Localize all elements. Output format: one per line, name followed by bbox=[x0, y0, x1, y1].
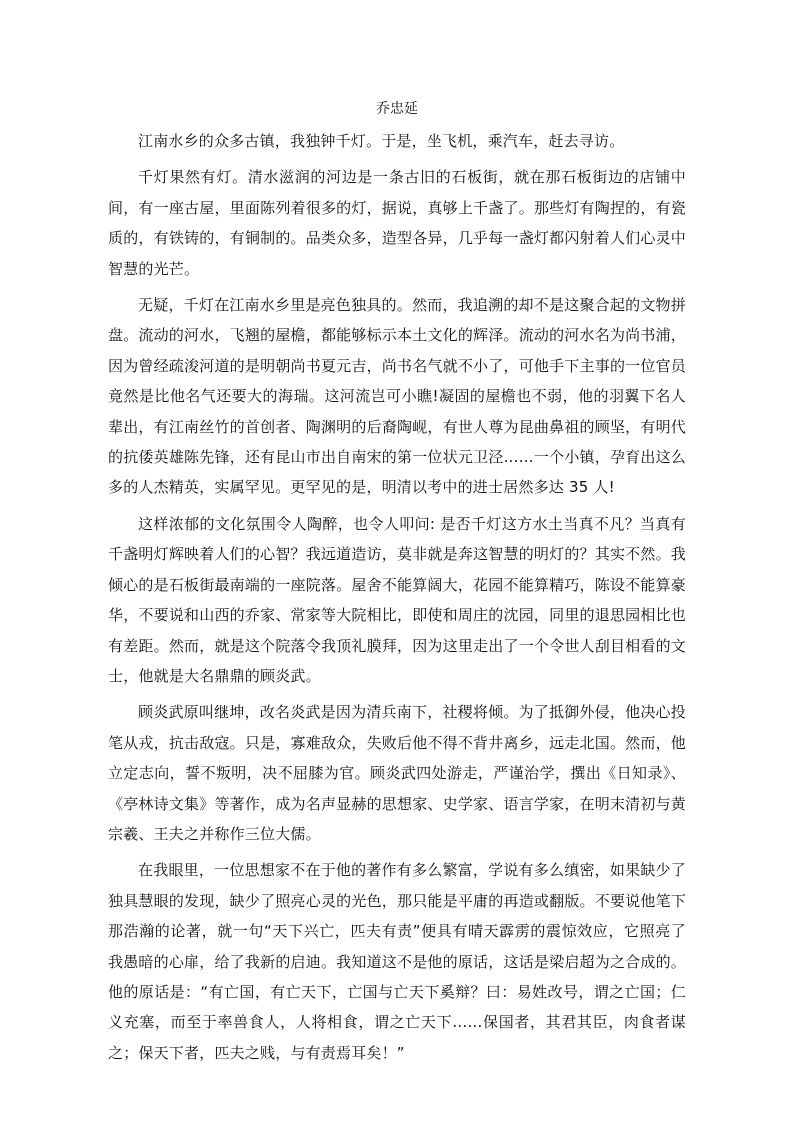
article bbox=[108, 96, 686, 1074]
paragraph-1: 江南水乡的众多古镇，我独钟千灯。于是，坐飞机，乘汽车，赶去寻访。 bbox=[138, 132, 625, 150]
paragraph-3: 无疑，千灯在江南水乡里是亮色独具的。然而，我追溯的却不是这聚合起的文物拼盘。流动的河水，飞翘的屋檐，都能够标示本土文化的辉泽。流动的河水名为尚书浦，因为曾经疏浚河道的是明朝尚书夏元吉，尚书名气就不小了，可他手下主事的一位官员竟然是比他名气还要大的海瑞。这河流岂可小瞧!凝固的屋檐也不弱，他的羽翼下名人辈出，有江南丝竹的首创者、陶渊明的后裔陶岘，有世人尊为昆曲鼻祖的顾坚，有明代的抗倭英雄陈先锋，还有昆山市出自南宋的第一位状元卫泾……一个小镇，孕育出这么多的人杰精英，实属罕见。更罕见的是，明清以考中的进士居然多达 35 人! bbox=[108, 296, 686, 497]
paragraph-6: 在我眼里，一位思想家不在于他的著作有多么繁富，学说有多么缜密，如果缺少了独具慧眼的发现，缺少了照亮心灵的光色，那只能是平庸的再造或翻版。不要说他笔下那浩瀚的论著，就一句“天下兴亡，匹夫有责”便具有晴天霹雳的震惊效应，它照亮了我愚暗的心扉，给了我新的启迪。我知道这不是他的原话，这话是梁启超为之合成的。他的原话是：“有亡国，有亡天下，亡国与亡天下奚辩？曰：易姓改号，谓之亡国；仁义充塞，而至于率兽食人，人将相食，谓之亡天下……保国者，其君其臣，肉食者谋之；保天下者，匹夫之贱，与有责焉耳矣！” bbox=[108, 861, 686, 1062]
author-name: 乔忠延 bbox=[376, 101, 418, 117]
paragraph-4: 这样浓郁的文化氛围令人陶醉，也令人叩问: 是否千灯这方水土当真不凡？当真有千盏明灯辉映着人们的心智？我远道造访，莫非就是奔这智慧的明灯的？其实不然。我倾心的是石板街最南端的一座院落。屋舍不能算阔大，花园不能算精巧，陈设不能算豪华，不要说和山西的乔家、常家等大院相比，即使和周庄的沈园，同里的退思园相比也有差距。然而，就是这个院落令我顶礼膜拜，因为这里走出了一个令世人刮目相看的文士，他就是大名鼎鼎的顾炎武。 bbox=[108, 514, 686, 685]
paragraph-2: 千灯果然有灯。清水滋润的河边是一条古旧的石板街，就在那石板街边的店铺中间，有一座古屋，里面陈列着很多的灯，据说，真够上千盏了。那些灯有陶捏的，有瓷质的，有铁铸的，有铜制的。品类众多，造型各异，几乎每一盏灯都闪射着人们心灵中智慧的光芒。 bbox=[108, 168, 686, 278]
paragraph-5: 顾炎武原叫继坤，改名炎武是因为清兵南下，社稷将倾。为了抵御外侵，他决心投笔从戎，抗击敌寇。只是，寡难敌众，失败后他不得不背井离乡，远走北国。然而，他立定志向，誓不叛明，决不屈膝为官。顾炎武四处游走，严谨治学，撰出《日知录》、《亭林诗文集》等著作，成为名声显赫的思想家、史学家、语言学家，在明末清初与黄宗羲、王夫之并称作三位大儒。 bbox=[108, 703, 686, 843]
